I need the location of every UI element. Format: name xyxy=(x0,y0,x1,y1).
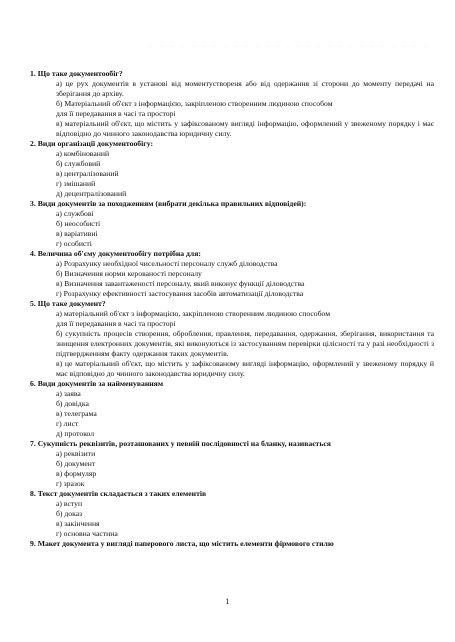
question-5 xyxy=(30,299,434,309)
answer: г) основна частина xyxy=(56,529,118,538)
answer: в) телеграма xyxy=(56,409,97,418)
answer: в) варіативні xyxy=(56,229,98,238)
answer: б) довідка xyxy=(56,399,89,408)
page-number: 1 xyxy=(225,597,230,606)
question-text: Що таке документ? xyxy=(37,299,106,308)
answer: г) Розрахунку ефективності застосування засобів автоматизації діловодства xyxy=(56,289,304,298)
question-number: 5. xyxy=(30,299,36,308)
answer: д) децентралізований xyxy=(56,189,127,198)
question-number: 1. xyxy=(30,69,36,78)
question-3 xyxy=(30,199,434,209)
question-2 xyxy=(30,139,434,149)
answer: а) реквізити xyxy=(56,449,96,458)
question-number: 8. xyxy=(30,489,36,498)
faint-header: _ _ _ _ _ _ _ _ _ _ _ _ _ _ _ _ _ _ _ _ _ _ _ _ _ _ _ xyxy=(150,42,429,48)
question-list xyxy=(30,69,434,549)
answer: б) неособисті xyxy=(56,219,101,228)
question-number: 3. xyxy=(30,199,36,208)
question-8 xyxy=(30,489,434,499)
answer: б) доказ xyxy=(56,509,83,518)
answer: д) протокол xyxy=(56,429,95,438)
answer: г) особисті xyxy=(56,239,92,248)
answer: в) закінчення xyxy=(56,519,100,528)
answer: а) Розрахунку необхідної чисельності персоналу служб діловодства xyxy=(56,259,278,268)
answer: а) заява xyxy=(56,389,81,398)
question-number: 6. xyxy=(30,379,36,388)
answer: а) службові xyxy=(56,209,94,218)
question-number: 7. xyxy=(30,439,36,448)
question-1 xyxy=(30,69,434,79)
answer: в) Визначення завантаженості персоналу, який виконує функції діловодства xyxy=(56,279,305,288)
answer: для її передавання в часі та просторі xyxy=(56,319,176,328)
question-number: 9. xyxy=(30,539,36,548)
answer: в) формуляр xyxy=(56,469,97,478)
answer: б) Визначення норми керованості персоналу xyxy=(56,269,202,278)
question-text: Види документів за походженням (вибрати декілька правильних відповідей): xyxy=(37,199,307,208)
question-4 xyxy=(30,249,434,259)
answer: в) матеріальний об'єкт, що містить у зафіксованому вигляді інформацію, оформлений у звеженому порядку і має відповідно до чинного законодавства юридичну силу. xyxy=(56,119,434,138)
answer: для її передавання в часі та просторі xyxy=(56,109,176,118)
question-6 xyxy=(30,379,434,389)
answer: а) вступ xyxy=(56,499,83,508)
answer: б) сукупність процесів створення, оброблення, правлення, передавання, одержання, зберігання, використання та знищення електронних документів, які виконуються із застосуванням перевірки цілісності та у разі необхідності з підтвердженням факту одержання таких документів. xyxy=(56,329,434,358)
question-text: Що таке документообіг? xyxy=(37,69,123,78)
answer: б) документ xyxy=(56,459,96,468)
answer: в) це матеріальний об'єкт, що містить у зафіксованому вигляді інформацію, оформлений у звеженому порядку й має відповідно до чинного законодавства юридичну силу. xyxy=(56,359,434,378)
question-text: Види організації документообігу: xyxy=(37,139,154,148)
answer: а) матеріальний об'єкт з інформацією, закріпленою створенним людиною способом xyxy=(56,309,331,318)
answer: б) Матеріальний об'єкт з інформацією, закріпленою створенним людиною способом xyxy=(56,99,333,108)
answer: а) комбінований xyxy=(56,149,110,158)
answer: а) це рух документів в установі від моментуствореня або від одержання зі сторони до моменту передачі на зберігання до архіву. xyxy=(56,79,434,98)
question-text: Текст документів складається з таких елементів xyxy=(37,489,207,498)
question-text: Макет документа у вигляді паперового листа, що містить елементи фірмового стилю xyxy=(37,539,334,548)
question-text: Види документів за найменуванням xyxy=(37,379,164,388)
answer: г) змішаний xyxy=(56,179,96,188)
question-number: 4. xyxy=(30,249,36,258)
answer: б) службовий xyxy=(56,159,101,168)
question-9 xyxy=(30,539,434,549)
answer: г) зразок xyxy=(56,479,85,488)
question-text: Величина об'єму документообігу потрібна для: xyxy=(37,249,201,258)
question-7 xyxy=(30,439,434,449)
question-number: 2. xyxy=(30,139,36,148)
answer: г) лист xyxy=(56,419,79,428)
question-text: Сукупність реквізитів, розташованих у певній послідовності на бланку, називається xyxy=(37,439,331,448)
answer: в) централізований xyxy=(56,169,119,178)
